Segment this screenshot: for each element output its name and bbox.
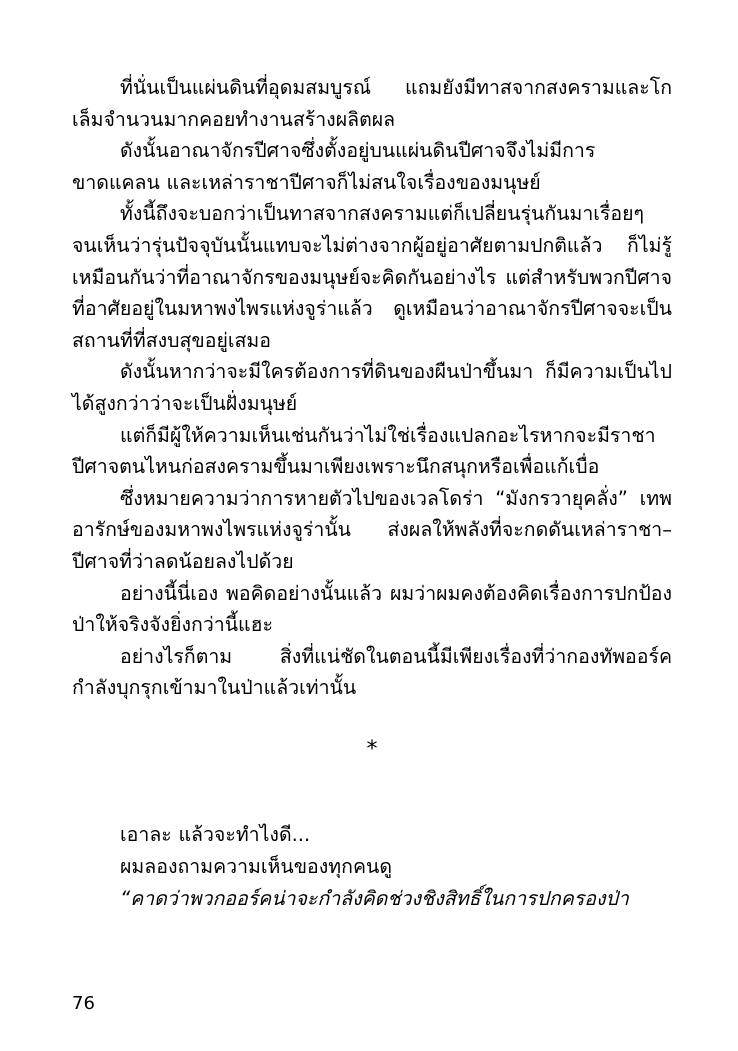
paragraph: อย่างนี้นี่เอง พอคิดอย่างนั้นแล้ว ผมว่าผมคงต้องคิดเรื่องการปกป้องป่าให้จริงจังยิ่งกว่านี้แฮะ — [72, 581, 672, 637]
paragraph: ที่นั่นเป็นแผ่นดินที่อุดมสมบูรณ์ แถมยังมีทาสจากสงครามและโกเล็มจำนวนมากคอยทำงานสร้างผลิตผล — [72, 76, 672, 131]
paragraph: เอาละ แล้วจะทำไงดี... — [120, 823, 311, 847]
page-number: 76 — [72, 993, 95, 1014]
paragraph: ซึ่งหมายความว่าการหายตัวไปของเวลโดร่า “มังกรวายุคลั่ง” เทพอารักษ์ของมหาพงไพรแห่งจูร่านั้น ส่งผลให้พลังที่จะกดดันเหล่าราชา–ปีศาจที่ว่าลดน้อยลงไปด้วย — [72, 486, 672, 573]
page-body — [72, 72, 672, 914]
quote-paragraph: “คาดว่าพวกออร์คน่าจะกำลังคิดช่วงชิงสิทธิ์ในการปกครองป่า — [120, 886, 629, 910]
paragraph: แต่ก็มีผู้ให้ความเห็นเช่นกันว่าไม่ใช่เรื่องแปลกอะไรหากจะมีราชาปีศาจตนไหนก่อสงครามขึ้นมาเพียงเพราะนึกสนุกหรือเพื่อแก้เบื่อ — [72, 423, 656, 479]
spacer — [72, 793, 672, 819]
paragraph: ดังนั้นอาณาจักรปีศาจซึ่งตั้งอยู่บนแผ่นดินปีศาจจึงไม่มีการขาดแคลน และเหล่าราชาปีศาจก็ไม่สนใจเรื่องของมนุษย์ — [72, 139, 596, 194]
paragraph: อย่างไรก็ตาม สิ่งที่แน่ชัดในตอนนี้มีเพียงเรื่องที่ว่ากองทัพออร์คกำลังบุกรุกเข้ามาในป่าแล้วเท่านั้น — [72, 644, 672, 700]
paragraph: ทั้งนี้ถึงจะบอกว่าเป็นทาสจากสงครามแต่ก็เปลี่ยนรุ่นกันมาเรื่อยๆ จนเห็นว่ารุ่นปัจจุบันนั้นแทบจะไม่ต่างจากผู้อยู่อาศัยตามปกติแล้ว ก็ไม่รู้เหมือนกันว่าที่อาณาจักรของมนุษย์จะคิดกันอย่างไร แต่สำหรับพวกปีศาจที่อาศัยอยู่ในมหาพงไพรแห่งจูร่าแล้ว ดูเหมือนว่าอาณาจักรปีศาจจะเป็นสถานที่ที่สงบสุขอยู่เสมอ — [72, 202, 672, 352]
paragraph: ดังนั้นหากว่าจะมีใครต้องการที่ดินของผืนป่าขึ้นมา ก็มีความเป็นไปได้สูงกว่าว่าจะเป็นฝั่งมนุษย์ — [72, 360, 672, 415]
section-divider: * — [366, 736, 378, 762]
paragraph: ผมลองถามความเห็นของทุกคนดู — [120, 855, 392, 879]
